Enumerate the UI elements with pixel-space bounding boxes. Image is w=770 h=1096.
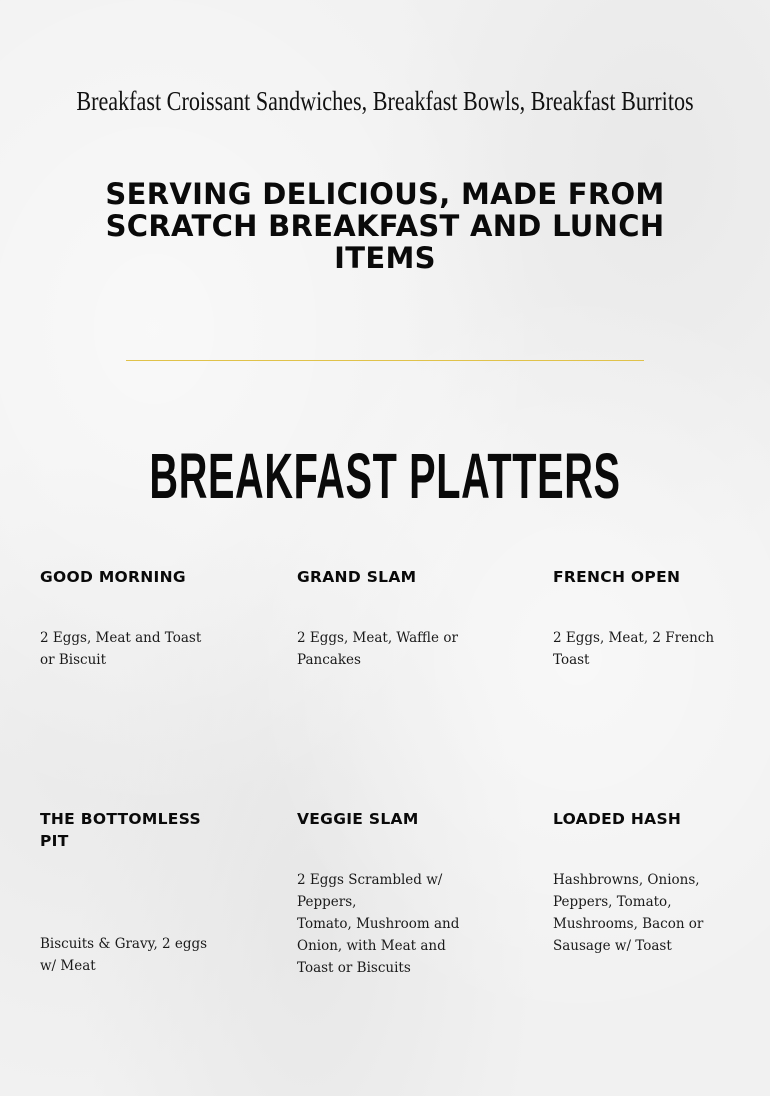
headline: SERVING DELICIOUS, MADE FROM SCRATCH BREAKFAST AND LUNCH ITEMS — [105, 177, 665, 275]
menu-item-name: GOOD MORNING — [40, 568, 186, 586]
menu-item-description: Biscuits & Gravy, 2 eggs w/ Meat — [40, 936, 208, 974]
section-title: BREAKFAST PLATTERS — [149, 440, 621, 512]
tagline: Breakfast Croissant Sandwiches, Breakfast Bowls, Breakfast Burritos — [76, 86, 694, 116]
menu-item-description: 2 Eggs, Meat, 2 French Toast — [553, 630, 715, 668]
menu-item-description: 2 Eggs Scrambled w/ Peppers, Tomato, Mushroom and Onion, with Meat and Toast or Biscuits — [297, 872, 460, 976]
menu-item-description: Hashbrowns, Onions, Peppers, Tomato, Mushrooms, Bacon or Sausage w/ Toast — [553, 872, 704, 954]
menu-item-description: 2 Eggs, Meat and Toast or Biscuit — [40, 630, 202, 668]
menu-item-name: GRAND SLAM — [297, 568, 417, 586]
menu-item-name: VEGGIE SLAM — [297, 810, 419, 828]
divider-line — [126, 360, 644, 361]
menu-item-name: THE BOTTOMLESS PIT — [40, 810, 201, 850]
menu-item-name: FRENCH OPEN — [553, 568, 681, 586]
menu-item-name: LOADED HASH — [553, 810, 682, 828]
menu-item-description: 2 Eggs, Meat, Waffle or Pancakes — [297, 630, 458, 668]
